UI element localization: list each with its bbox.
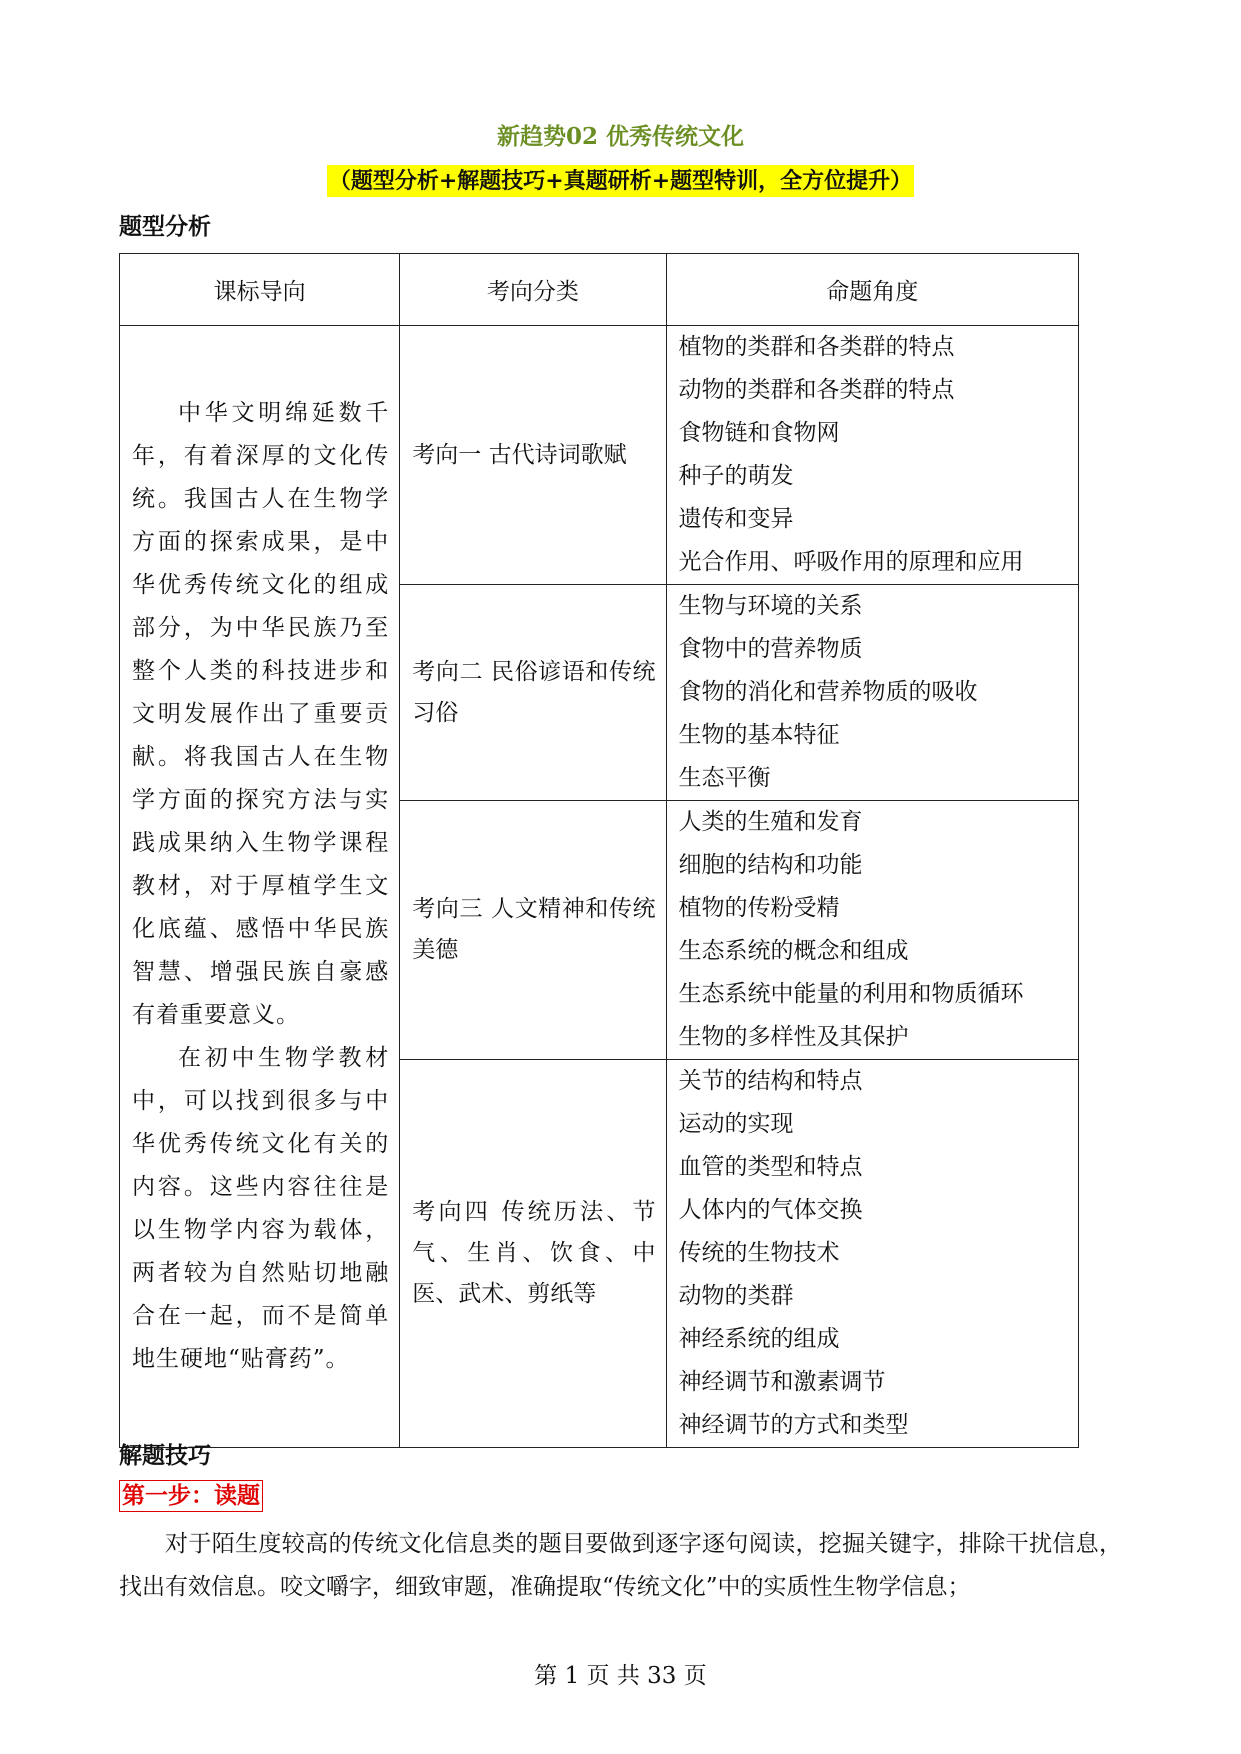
category-cell: 考向二 民俗谚语和传统习俗 (400, 585, 666, 801)
angle-item: 神经调节和激素调节 (678, 1369, 886, 1395)
angles-cell (666, 326, 1078, 585)
angle-item: 种子的萌发 (678, 463, 794, 489)
guide-paragraph: 在初中生物学教材中，可以找到很多与中华优秀传统文化有关的内容。这些内容往往是以生物学内容为载体，两者较为自然贴切地融合在一起，而不是简单地生硬地“贴膏药”。 (132, 1045, 390, 1372)
category-cell: 考向三 人文精神和传统美德 (400, 801, 666, 1060)
step-paragraph (119, 1523, 1122, 1609)
angle-item: 生态系统中能量的利用和物质循环 (678, 981, 1024, 1007)
angle-item: 植物的类群和各类群的特点 (678, 334, 955, 360)
angles-cell (666, 801, 1078, 1060)
table-header-row (120, 254, 1079, 326)
subtitle: （题型分析+解题技巧+真题研析+题型特训，全方位提升） (327, 165, 914, 197)
angle-item: 运动的实现 (678, 1111, 794, 1137)
angle-item: 食物中的营养物质 (678, 636, 863, 662)
angle-item: 动物的类群 (678, 1283, 794, 1309)
step-text: 对于陌生度较高的传统文化信息类的题目要做到逐字逐句阅读，挖掘关键字，排除干扰信息，找出有效信息。咬文嚼字，细致审题，准确提取“传统文化”中的实质性生物学信息； (119, 1531, 1122, 1600)
page-title: 新趋势02 优秀传统文化 (496, 123, 744, 150)
angle-item: 神经系统的组成 (678, 1326, 840, 1352)
angle-item: 食物的消化和营养物质的吸收 (678, 679, 978, 705)
angle-item: 血管的类型和特点 (678, 1154, 863, 1180)
angle-item: 遗传和变异 (678, 506, 794, 532)
table-header-cell: 考向分类 (400, 254, 666, 326)
angle-item: 人体内的气体交换 (678, 1197, 863, 1223)
step-heading: 第一步：读题 (119, 1480, 263, 1512)
angle-item: 动物的类群和各类群的特点 (678, 377, 955, 403)
angle-item: 生态系统的概念和组成 (678, 938, 909, 964)
table-row (120, 326, 1079, 585)
angle-item: 食物链和食物网 (678, 420, 840, 446)
angle-item: 生物的基本特征 (678, 722, 840, 748)
angle-item: 植物的传粉受精 (678, 895, 840, 921)
guide-cell (120, 326, 400, 1448)
angle-item: 关节的结构和特点 (678, 1068, 863, 1094)
angle-item: 传统的生物技术 (678, 1240, 840, 1266)
guide-paragraph: 中华文明绵延数千年，有着深厚的文化传统。我国古人在生物学方面的探索成果，是中华优秀传统文化的组成部分，为中华民族乃至整个人类的科技进步和文明发展作出了重要贡献。将我国古人在生物学方面的探究方法与实践成果纳入生物学课程教材，对于厚植学生文化底蕴、感悟中华民族智慧、增强民族自豪感有着重要意义。 (132, 400, 390, 1028)
angle-item: 光合作用、呼吸作用的原理和应用 (678, 549, 1024, 575)
section-heading-techniques: 解题技巧 (119, 1442, 211, 1469)
table-header-cell: 课标导向 (120, 254, 400, 326)
angle-item: 人类的生殖和发育 (678, 809, 863, 835)
angles-cell (666, 585, 1078, 801)
section-heading-analysis: 题型分析 (119, 213, 211, 240)
angle-item: 生物与环境的关系 (678, 593, 863, 619)
analysis-table (119, 253, 1079, 1448)
category-cell: 考向四 传统历法、节气、生肖、饮食、中医、武术、剪纸等 (400, 1060, 666, 1448)
subtitle-wrap (0, 165, 1241, 197)
table-header-cell: 命题角度 (666, 254, 1078, 326)
angles-cell (666, 1060, 1078, 1448)
page-footer: 第 1 页 共 33 页 (534, 1663, 707, 1689)
angle-item: 细胞的结构和功能 (678, 852, 863, 878)
angle-item: 神经调节的方式和类型 (678, 1412, 909, 1438)
angle-item: 生态平衡 (678, 765, 771, 791)
angle-item: 生物的多样性及其保护 (678, 1024, 909, 1050)
category-cell: 考向一 古代诗词歌赋 (400, 326, 666, 585)
